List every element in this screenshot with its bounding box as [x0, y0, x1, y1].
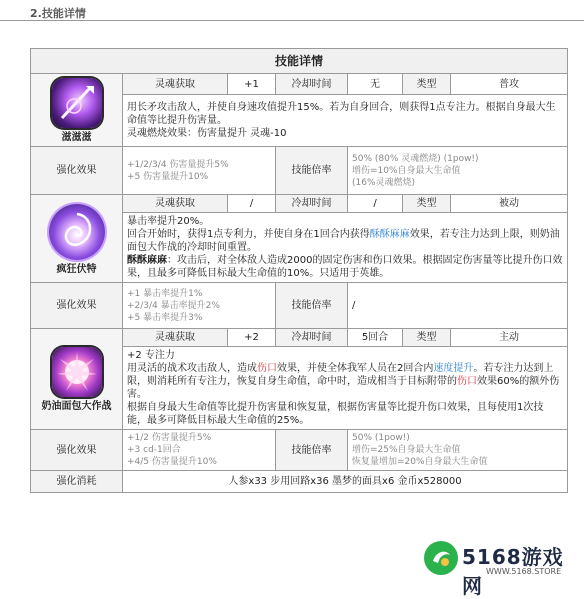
- skill3-burst-icon: [52, 347, 102, 397]
- skill3-rate-line3: 恢复量增加=20%自身最大生命值: [352, 457, 488, 467]
- skill3-enhance-values: [123, 430, 276, 471]
- skill2-cd-label: 冷却时间: [276, 195, 348, 213]
- skill2-desc-line2-a: 回合开始时，获得1点专利力，并使自身在1回合内获得: [127, 229, 370, 240]
- skill1-rate-label: 技能倍率: [276, 147, 348, 195]
- skill-detail-table: [30, 48, 567, 493]
- skill1-enhance-values: [123, 147, 276, 195]
- skill2-type-label: 类型: [403, 195, 451, 213]
- skill3-desc-line1: +2 专注力: [127, 350, 175, 361]
- skill2-enhance-line1: +1 暴击率提升1%: [127, 288, 203, 299]
- section-title: 2.技能详情: [30, 7, 86, 20]
- title-divider: [0, 20, 584, 21]
- skill1-enhance-line2: +5 伤害量提升10%: [127, 171, 209, 182]
- skill2-vortex-icon: [49, 204, 105, 260]
- skill3-enhance-label: 强化效果: [31, 430, 123, 471]
- skill2-rate-value: /: [348, 283, 568, 329]
- cost-label: 强化消耗: [31, 471, 123, 493]
- skill1-rate-values: [348, 147, 568, 195]
- skill2-enhance-line3: +5 暴击率提升3%: [127, 312, 203, 323]
- skill3-soul-label: 灵魂获取: [123, 329, 228, 347]
- skill2-description: [123, 213, 568, 283]
- skill2-soul-label: 灵魂获取: [123, 195, 228, 213]
- skill2-desc-line3-b: ：攻击后，对全体敌人造成2000的固定伤害和伤口效果。根据固定伤害量等比提升伤口效果，且最多可降低目标最大生命值的10%。只适用于英雄。: [127, 255, 563, 279]
- skill3-desc-line2-e: 。若专注力达到上限，则消耗所有专注力，恢复自身生命值，命中时，造成相当于目标附带的: [127, 363, 554, 387]
- skill3-enhance-line1: +1/2 伤害量提升5%: [127, 433, 212, 443]
- skill3-desc-line2-c: 效果，并使全体我军人员在2回合内: [277, 363, 434, 374]
- site-watermark: [424, 539, 574, 598]
- skill1-rate-line1: 50% (80% 灵魂燃烧) (1pow!): [352, 153, 479, 164]
- skill1-rate-line3: (16%灵魂燃烧): [352, 177, 416, 188]
- skill3-type-label: 类型: [403, 329, 451, 347]
- skill2-desc-line3: [127, 254, 563, 280]
- skill3-keyword-wound-2: 伤口: [457, 376, 477, 387]
- skill3-enhance-line3: +4/5 伤害量提升10%: [127, 457, 217, 467]
- skill1-icon-cell: [31, 74, 123, 147]
- skill2-type-value: 被动: [451, 195, 568, 213]
- cost-value: 人参x33 步用回路x36 墨梦的面具x6 金币x528000: [123, 471, 568, 493]
- skill1-enhance-line1: +1/2/3/4 伤害量提升5%: [127, 159, 229, 170]
- skill3-rate-line2: 增伤=25%自身最大生命值: [352, 445, 461, 455]
- skill1-description: [123, 95, 568, 147]
- skill3-desc-line2-a: 用灵活的战术攻击敌人，造成: [127, 363, 257, 374]
- skill3-name: 奶油面包大作战: [41, 401, 112, 412]
- skill2-icon-cell: [31, 195, 123, 283]
- skill2-soul-value: /: [228, 195, 276, 213]
- skill2-desc-line2: [127, 228, 563, 254]
- skill3-keyword-wound: 伤口: [257, 363, 277, 374]
- skill3-description: [123, 347, 568, 430]
- skill2-keyword-tingle: 酥酥麻麻: [369, 229, 410, 240]
- skill1-rate-line2: 增伤=10%自身最大生命值: [352, 165, 461, 176]
- skill1-soul-label: 灵魂获取: [123, 74, 228, 95]
- skill2-enhance-line2: +2/3/4 暴击率提升2%: [127, 300, 220, 311]
- skill1-cd-label: 冷却时间: [276, 74, 348, 95]
- skill3-rate-label: 技能倍率: [276, 430, 348, 471]
- skill1-type-label: 类型: [403, 74, 451, 95]
- skill2-keyword-tingle-def: 酥酥麻麻: [127, 255, 167, 266]
- skill3-soul-value: +2: [228, 329, 276, 347]
- skill1-enhance-label: 强化效果: [31, 147, 123, 195]
- skill2-desc-line2-c: 效果，若专注力达到上限，则奶油面包大作战的冷却时间重置。: [127, 229, 560, 253]
- skill2-desc-line1: 暴击率提升20%。: [127, 216, 210, 227]
- skill1-desc-line2: 灵魂燃烧效果：伤害量提升 灵魂-10: [127, 128, 287, 140]
- skill3-rate-values: [348, 430, 568, 471]
- skill3-cd-value: 5回合: [348, 329, 403, 347]
- skill1-name: 滋滋滋: [61, 132, 92, 143]
- skill3-rate-line1: 50% (1pow!): [352, 433, 410, 443]
- skill3-enhance-line2: +3 cd-1回合: [127, 445, 181, 455]
- skill2-cd-value: /: [348, 195, 403, 213]
- site-logo-icon: [424, 541, 458, 575]
- skill1-cd-value: 无: [348, 74, 403, 95]
- skill3-desc-line2-g: 效果60%的额外伤害。: [127, 376, 560, 400]
- skill1-soul-value: +1: [228, 74, 276, 95]
- skill1-spear-icon: [52, 78, 102, 128]
- skill3-icon-cell: [31, 329, 123, 430]
- skill2-enhance-label: 强化效果: [31, 283, 123, 329]
- skill2-enhance-values: [123, 283, 276, 329]
- site-url-text: WWW.5168.STORE: [486, 567, 562, 576]
- skill3-type-value: 主动: [451, 329, 568, 347]
- site-brand-text: 5168游戏网: [462, 545, 564, 598]
- skill3-keyword-speedup: 速度提升: [433, 363, 474, 374]
- table-title: 技能详情: [31, 49, 568, 74]
- skill3-cd-label: 冷却时间: [276, 329, 348, 347]
- skill3-desc-line2: [127, 362, 563, 401]
- skill2-name: 疯狂伏特: [56, 263, 97, 275]
- skill1-type-value: 普攻: [451, 74, 568, 95]
- skill1-desc-line1: 用长矛攻击敌人，并使自身速攻值提升15%。若为自身回合，则获得1点专注力。根据自身最大生命值等比提升伤害量。: [127, 102, 556, 127]
- skill3-desc-line3: 根据自身最大生命值等比提升伤害量和恢复量，根据伤害量等比提升伤口效果，且每使用1次技能，最多可降低目标最大生命值的25%。: [127, 402, 544, 426]
- skill2-rate-label: 技能倍率: [276, 283, 348, 329]
